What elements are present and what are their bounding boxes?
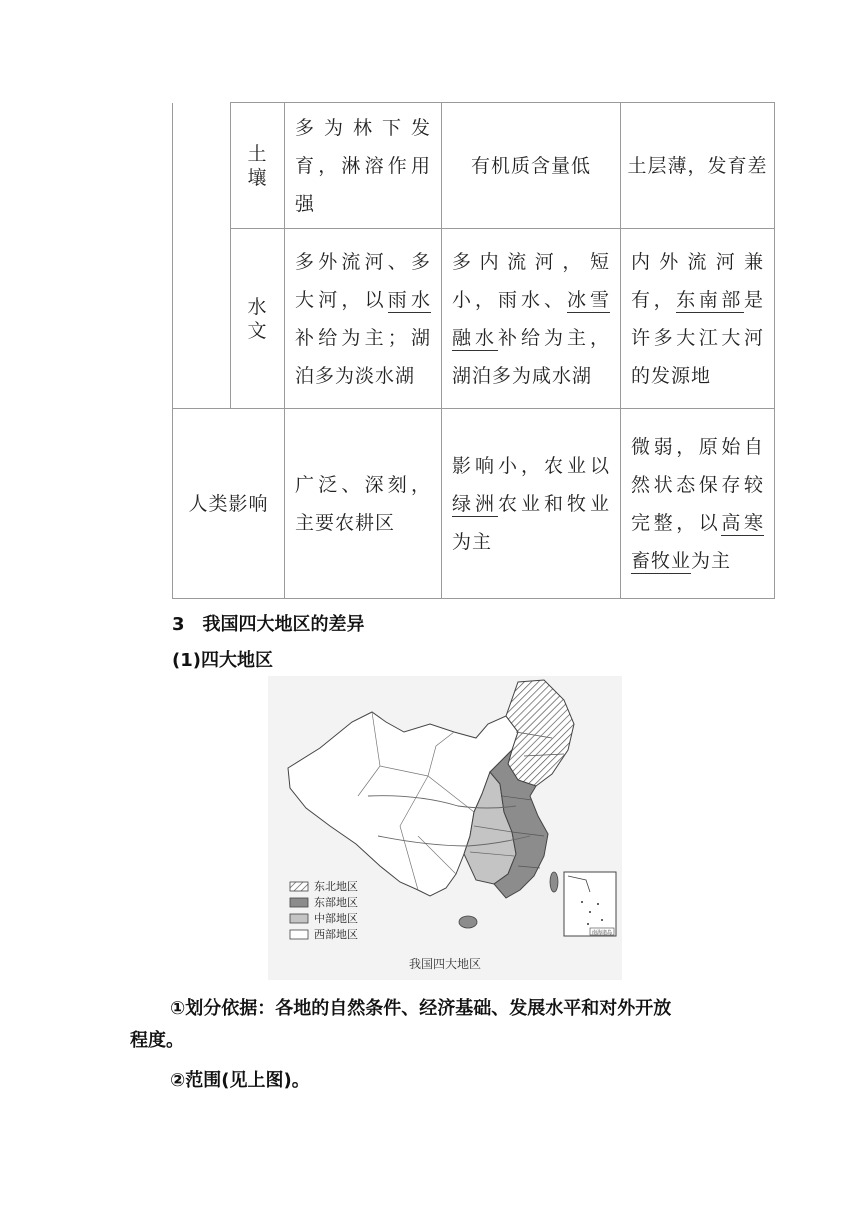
hainan-island xyxy=(459,916,477,928)
china-four-regions-map xyxy=(268,676,622,980)
legend-label: 东部地区 xyxy=(314,896,358,909)
paragraph-basis-line2: 程度。 xyxy=(130,1030,184,1051)
table-row-soil xyxy=(173,103,775,229)
cell-soil-northwest: 有机质含量低 xyxy=(442,103,621,229)
underlined-term: 冰雪融水 xyxy=(452,288,610,349)
cell-soil-east: 多为林下发育，淋溶作用强 xyxy=(285,103,442,229)
map-legend xyxy=(290,879,358,941)
map-figure xyxy=(268,676,622,980)
table-row-hydrology xyxy=(173,229,775,409)
section-title: 3 我国四大地区的差异 xyxy=(172,614,365,635)
cell-soil-qinghai-tibet: 土层薄，发育差 xyxy=(621,103,775,229)
table-row-human-impact xyxy=(173,409,775,599)
cell-hydrology-qinghai-tibet: 内外流河兼有，东南部是许多大江大河的发源地 xyxy=(621,229,775,409)
legend-label: 西部地区 xyxy=(314,928,358,941)
cell-hydrology-east: 多外流河、多大河，以雨水补给为主；湖泊多为淡水湖 xyxy=(285,229,442,409)
legend-label: 东北地区 xyxy=(314,880,358,893)
underlined-term: 雨水 xyxy=(387,288,431,311)
row-label-soil: 土壤 xyxy=(231,103,285,229)
outer-merged-cell xyxy=(173,229,231,409)
paragraph-range: ②范围(见上图)。 xyxy=(170,1070,310,1091)
row-label-hydrology: 水文 xyxy=(231,229,285,409)
geography-comparison-table xyxy=(172,102,775,599)
underlined-term: 高寒畜牧业 xyxy=(631,511,764,572)
section-subtitle: (1)四大地区 xyxy=(172,650,273,671)
cell-human-east: 广泛、深刻，主要农耕区 xyxy=(285,409,442,599)
row-label-human-impact: 人类影响 xyxy=(173,409,285,599)
inset-label: 南海诸岛 xyxy=(591,930,613,936)
map-caption: 我国四大地区 xyxy=(408,957,481,971)
underlined-term: 绿洲 xyxy=(452,492,498,515)
cell-human-qinghai-tibet: 微弱，原始自然状态保存较完整，以高寒畜牧业为主 xyxy=(621,409,775,599)
cell-hydrology-northwest: 多内流河，短小，雨水、冰雪融水补给为主，湖泊多为咸水湖 xyxy=(442,229,621,409)
south-china-sea-inset xyxy=(564,872,616,936)
outer-merged-cell xyxy=(173,103,231,229)
underlined-term: 东南部 xyxy=(676,288,744,311)
taiwan-island xyxy=(550,872,558,892)
legend-label: 中部地区 xyxy=(314,912,358,925)
paragraph-basis-line1: ①划分依据：各地的自然条件、经济基础、发展水平和对外开放 xyxy=(170,998,672,1019)
cell-human-northwest: 影响小，农业以绿洲农业和牧业为主 xyxy=(442,409,621,599)
